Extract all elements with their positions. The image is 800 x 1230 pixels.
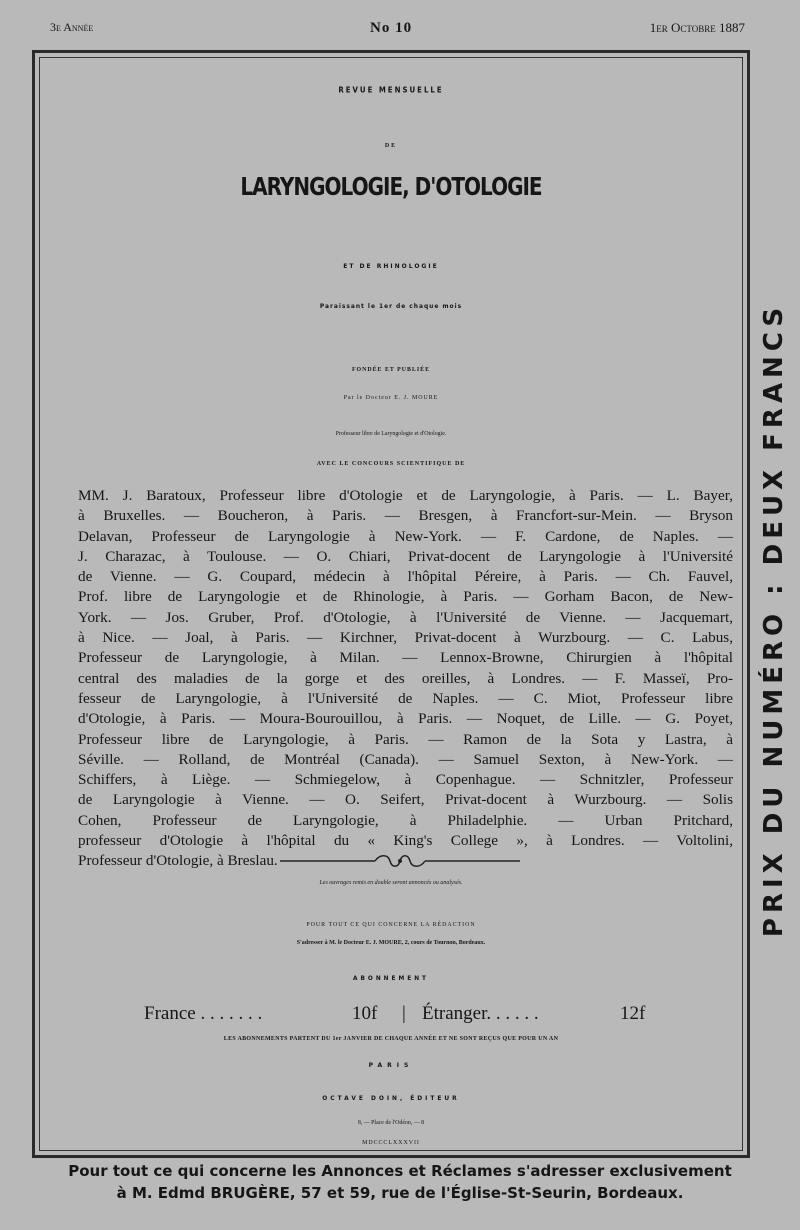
title-line-2: DE: [384, 143, 398, 149]
collaborator-line: d'Otologie, à Paris. — Moura-Bourouillou, à Paris. — Noquet, de Lille. — G. Poyet,: [78, 710, 733, 728]
collaborator-line: de Vienne. — G. Coupard, médecin à l'hôpital Péreire, à Paris. — Ch. Fauvel,: [78, 568, 733, 586]
publication-frequency: Paraissant le 1er de chaque mois: [319, 304, 463, 310]
collaborator-line: York. — Jos. Gruber, Prof. d'Otologie, à l'Université de Vienne. — Jacquemart,: [78, 608, 733, 626]
concours-label: AVEC LE CONCOURS SCIENTIFIQUE DE: [316, 461, 466, 467]
collaborator-line: professeur d'Otologie à l'hôpital du « King's College », à Londres. — Voltolini,: [78, 832, 733, 850]
founded-label: FONDÉE ET PUBLIÉE: [351, 367, 431, 373]
collaborator-line: MM. J. Baratoux, Professeur libre d'Otologie et de Laryngologie, à Paris. — L. Bayer,: [78, 487, 733, 504]
collaborator-line: de Laryngologie à Vienne. — O. Seifert, Privat-docent à Wurzbourg. — Solis: [78, 791, 733, 809]
etranger-price: 12f: [620, 1003, 646, 1024]
publisher-address: 8, — Place de l'Odéon, — 8: [357, 1120, 425, 1126]
title-line-4: ET DE RHINOLOGIE: [343, 263, 439, 270]
founder-name: Par le Docteur E. J. MOURE: [343, 395, 439, 401]
collaborator-line: Professeur libre de Laryngologie, à Paris. — Ramon de la Sota y Lastra, à: [78, 730, 733, 748]
collaborator-line: Cohen, Professeur de Laryngologie, à Philadelphie. — Urban Pritchard,: [78, 811, 733, 829]
subscription-note: LES ABONNEMENTS PARTENT DU 1er JANVIER DE CHAQUE ANNÉE ET NE SONT REÇUS QUE POUR UN AN: [223, 1036, 559, 1042]
issue-header: [50, 20, 745, 40]
reviews-notice: Les ouvrages remis en double seront annoncés ou analysés.: [319, 880, 463, 886]
price-separator: |: [402, 1003, 406, 1024]
journal-title: LARYNGOLOGIE, D'OTOLOGIE: [240, 171, 542, 201]
collaborator-line: à Bruxelles. — Boucheron, à Paris. — Bresgen, à Francfort-sur-Mein. — Bryson: [78, 507, 733, 525]
collaborator-line: Professeur de Laryngologie, à Milan. — Lennox-Browne, Chirurgien à l'hôpital: [78, 649, 733, 667]
collaborator-line: à Nice. — Joal, à Paris. — Kirchner, Privat-docent à Wurzbourg. — C. Labus,: [78, 629, 733, 647]
france-price: 10f: [352, 1003, 378, 1024]
collaborator-line: Schiffers, à Liège. — Schmiegelow, à Copenhague. — Schnitzler, Professeur: [78, 771, 733, 789]
advert-notice-line-1: Pour tout ce qui concerne les Annonces et Réclames s'adresser exclusivement: [68, 1162, 732, 1180]
title-line-1: REVUE MENSUELLE: [338, 85, 444, 95]
issue-number: No 10: [370, 20, 413, 36]
collaborator-line: Delavan, Professeur de Laryngologie à New-York. — F. Cardone, de Naples. —: [78, 527, 733, 545]
issue-date: 1er Octobre 1887: [649, 20, 745, 35]
subscription-heading: ABONNEMENT: [352, 976, 430, 982]
publisher-name: OCTAVE DOIN, ÉDITEUR: [322, 1096, 460, 1102]
publisher-city: PARIS: [368, 1062, 414, 1069]
collaborator-line: central des maladies de la gorge et des oreilles, à Londres. — F. Masseï, Pro-: [78, 669, 733, 687]
advert-notice-line-2: à M. Edmd BRUGÈRE, 57 et 59, rue de l'Église-St-Seurin, Bordeaux.: [116, 1184, 684, 1202]
collaborator-line: fesseur de Laryngologie, à l'Université de Naples. — C. Miot, Professeur libre: [78, 689, 733, 707]
price-side-banner: [752, 210, 796, 1030]
france-label: France . . . . . . .: [144, 1003, 263, 1024]
collaborator-line: Prof. libre de Laryngologie et de Rhinologie, à Paris. — Gorham Bacon, de New-: [78, 588, 733, 606]
collaborator-line: J. Charazac, à Toulouse. — O. Chiari, Privat-docent de Laryngologie à l'Université: [78, 547, 733, 565]
etranger-label: Étranger. . . . . .: [422, 1003, 539, 1024]
issue-year: 3e Année: [50, 20, 94, 34]
collaborators-list: [78, 486, 733, 872]
collaborator-line: Séville. — Rolland, de Montréal (Canada). — Samuel Sexton, à New-York. —: [78, 750, 733, 768]
publication-year: MDCCCLXXXVII: [362, 1140, 420, 1146]
cover-inner-border: [39, 57, 743, 1151]
founder-role: Professeur libre de Laryngologie et d'Otologie.: [335, 431, 447, 437]
redaction-address: S'adresser à M. le Docteur E. J. MOURE, 2, cours de Tournon, Bordeaux.: [296, 940, 486, 946]
redaction-label: POUR TOUT CE QUI CONCERNE LA RÉDACTION: [306, 922, 476, 928]
ornament-divider: [280, 854, 520, 868]
side-price-text: PRIX DU NUMÉRO : DEUX FRANCS: [759, 302, 789, 938]
cover-frame: [32, 50, 750, 1158]
collaborator-line: Professeur d'Otologie, à Breslau.: [78, 852, 278, 870]
